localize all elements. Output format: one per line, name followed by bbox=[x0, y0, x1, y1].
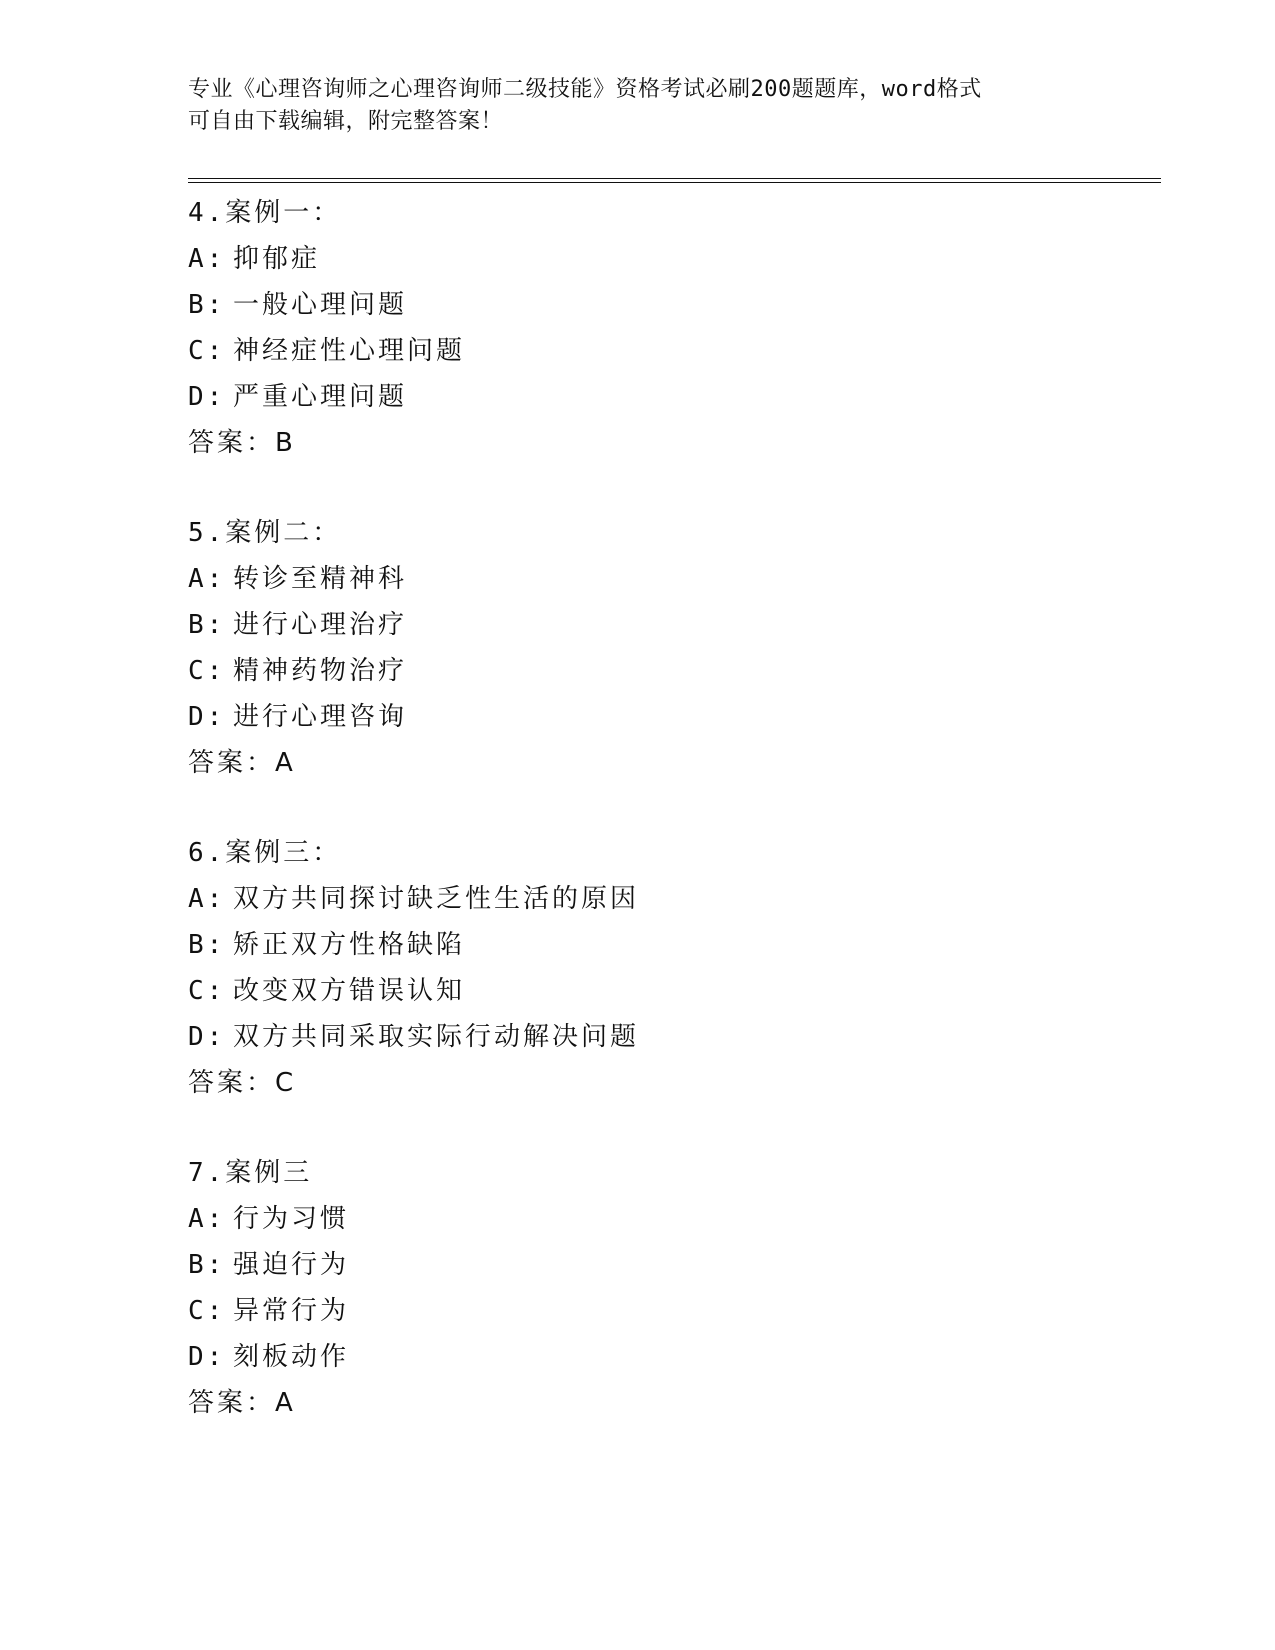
question-list bbox=[188, 190, 1148, 1470]
question-item bbox=[188, 1150, 1148, 1426]
option-letter: D: bbox=[188, 1342, 226, 1372]
header-line-2: 可自由下载编辑，附完整答案！ bbox=[188, 109, 504, 134]
option-letter: C: bbox=[188, 336, 226, 366]
option-letter: B: bbox=[188, 1250, 226, 1280]
question-item bbox=[188, 190, 1148, 466]
option-text: 改变双方错误认知 bbox=[233, 976, 466, 1006]
header-divider bbox=[188, 178, 1161, 183]
document-header bbox=[188, 74, 1088, 138]
question-title: 7.案例三 bbox=[188, 1158, 313, 1188]
option-letter: C: bbox=[188, 656, 226, 686]
option-c bbox=[188, 328, 1148, 374]
option-d bbox=[188, 694, 1148, 740]
option-letter: B: bbox=[188, 610, 226, 640]
option-text: 精神药物治疗 bbox=[233, 656, 408, 686]
option-a bbox=[188, 1196, 1148, 1242]
question-title: 5.案例二： bbox=[188, 518, 342, 548]
option-letter: C: bbox=[188, 976, 226, 1006]
option-a bbox=[188, 876, 1148, 922]
option-letter: C: bbox=[188, 1296, 226, 1326]
option-letter: B: bbox=[188, 290, 226, 320]
option-a bbox=[188, 236, 1148, 282]
option-b bbox=[188, 922, 1148, 968]
option-text: 矫正双方性格缺陷 bbox=[233, 930, 466, 960]
answer-line: 答案：B bbox=[188, 428, 296, 458]
option-text: 双方共同探讨缺乏性生活的原因 bbox=[233, 884, 640, 914]
option-b bbox=[188, 602, 1148, 648]
option-text: 刻板动作 bbox=[233, 1342, 350, 1372]
question-item bbox=[188, 510, 1148, 786]
option-letter: A: bbox=[188, 884, 226, 914]
question-title: 4.案例一： bbox=[188, 198, 342, 228]
option-a bbox=[188, 556, 1148, 602]
option-c bbox=[188, 648, 1148, 694]
option-letter: A: bbox=[188, 1204, 226, 1234]
answer-line: 答案：C bbox=[188, 1068, 297, 1098]
option-text: 进行心理治疗 bbox=[233, 610, 408, 640]
answer-line: 答案：A bbox=[188, 748, 296, 778]
option-c bbox=[188, 1288, 1148, 1334]
header-line-1: 专业《心理咨询师之心理咨询师二级技能》资格考试必刷200题题库，word格式 bbox=[188, 77, 982, 102]
option-d bbox=[188, 1334, 1148, 1380]
option-d bbox=[188, 1014, 1148, 1060]
option-letter: D: bbox=[188, 702, 226, 732]
option-text: 转诊至精神科 bbox=[233, 564, 408, 594]
answer-line: 答案：A bbox=[188, 1388, 296, 1418]
option-text: 异常行为 bbox=[233, 1296, 350, 1326]
option-letter: A: bbox=[188, 244, 226, 274]
option-c bbox=[188, 968, 1148, 1014]
option-b bbox=[188, 1242, 1148, 1288]
option-b bbox=[188, 282, 1148, 328]
option-text: 一般心理问题 bbox=[233, 290, 408, 320]
option-text: 双方共同采取实际行动解决问题 bbox=[233, 1022, 640, 1052]
option-letter: B: bbox=[188, 930, 226, 960]
option-text: 抑郁症 bbox=[233, 244, 321, 274]
option-letter: D: bbox=[188, 1022, 226, 1052]
option-letter: D: bbox=[188, 382, 226, 412]
option-text: 行为习惯 bbox=[233, 1204, 350, 1234]
option-text: 神经症性心理问题 bbox=[233, 336, 466, 366]
question-title: 6.案例三： bbox=[188, 838, 342, 868]
option-text: 强迫行为 bbox=[233, 1250, 350, 1280]
option-text: 进行心理咨询 bbox=[233, 702, 408, 732]
option-text: 严重心理问题 bbox=[233, 382, 408, 412]
option-letter: A: bbox=[188, 564, 226, 594]
option-d bbox=[188, 374, 1148, 420]
question-item bbox=[188, 830, 1148, 1106]
